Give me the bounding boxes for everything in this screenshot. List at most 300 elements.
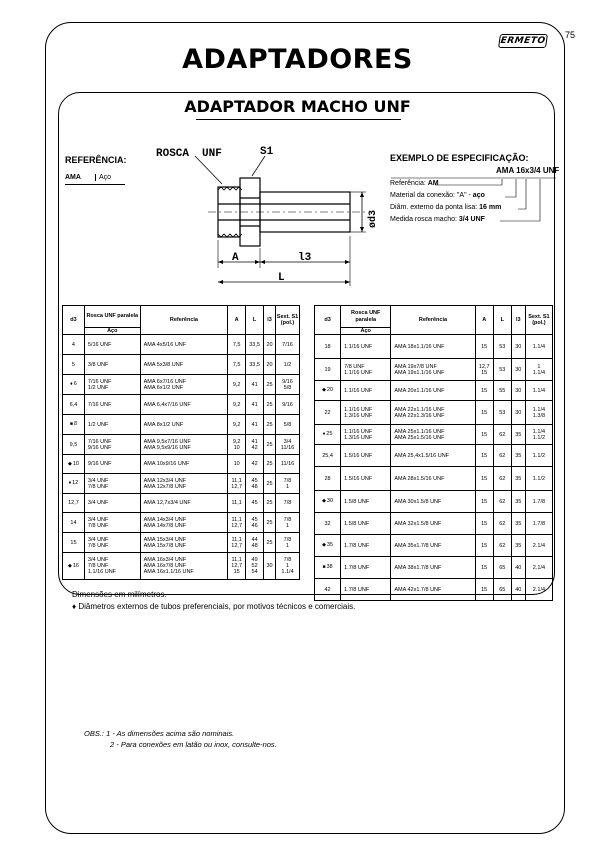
rosca-value: 1.7/8 UNF <box>344 586 370 593</box>
reference-box <box>65 174 111 181</box>
table-row <box>315 381 553 401</box>
rosca-value: 1/2 UNF <box>87 421 109 428</box>
cell-s1 <box>525 513 552 535</box>
cell-l <box>493 579 511 601</box>
cell-s1 <box>525 557 552 579</box>
s1-value: 1/2 <box>283 361 292 368</box>
cell-ref <box>140 494 228 513</box>
ref-value: AMA 10x9/16 UNF <box>143 461 190 468</box>
ref-value: AMA 9,5x9/16 UNF <box>143 444 191 451</box>
d3-value: 12 <box>72 480 79 487</box>
s1-value: 5/8 <box>283 384 292 391</box>
ermeto-logo: ERMETO <box>499 36 547 46</box>
s1-value: 1 <box>537 363 541 370</box>
cell-rosca <box>341 401 391 425</box>
d3-value: 22 <box>324 409 331 416</box>
rosca-value: 7/8 UNF <box>87 563 109 570</box>
col-aco: Aço <box>341 328 391 335</box>
example-line-material: Material da conexão: "A" - aço <box>390 192 485 199</box>
s1-value: 7/8 <box>283 556 292 563</box>
col-d3: d3 <box>315 306 341 335</box>
rosca-value: 1.5/16 UNF <box>344 475 373 482</box>
cell-ref <box>391 579 475 601</box>
page-number: 75 <box>565 30 576 40</box>
s1-label: S1 <box>260 146 274 158</box>
d3-value: 12,7 <box>68 500 79 507</box>
ref-value: AMA 16x3/4 UNF <box>143 556 187 563</box>
cell-l3: 25 <box>264 474 276 494</box>
d3-value: 18 <box>324 343 331 350</box>
reference-code: AMA <box>65 174 81 181</box>
cell-rosca <box>84 395 140 415</box>
rosca-value: 1.3/16 UNF <box>344 412 373 419</box>
table-row <box>315 579 553 601</box>
cell-s1 <box>525 467 552 491</box>
cell-ref <box>140 375 228 395</box>
cell-rosca <box>341 579 391 601</box>
a-value: 11,1 <box>231 516 242 523</box>
cell-a <box>475 425 493 445</box>
cell-rosca <box>341 359 391 381</box>
cell-ref <box>391 491 475 513</box>
cell-a <box>228 513 246 533</box>
ref-value: AMA 28x1.5/16 UNF <box>394 475 445 482</box>
reference-label: REFERÊNCIA: <box>65 155 127 165</box>
cell-s1 <box>276 455 300 474</box>
cell-a <box>475 557 493 579</box>
cell-ref <box>391 335 475 359</box>
d3-value: 20 <box>326 387 334 394</box>
cell-l3: 25 <box>264 395 276 415</box>
col-s1: Sext. S1 (pol.) <box>276 306 300 335</box>
d3-value: 25,4 <box>322 452 333 459</box>
cell-a <box>475 535 493 557</box>
ref-value: AMA 4x5/16 UNF <box>143 341 187 348</box>
l-value: 41 <box>251 401 258 408</box>
cell-l <box>493 467 511 491</box>
cell-s1 <box>525 445 552 467</box>
s1-value: 1 <box>285 542 290 549</box>
d3-value: 35 <box>326 542 334 549</box>
l-value: 41 <box>251 381 258 388</box>
rosca-value: 7/16 UNF <box>87 378 112 385</box>
table-row <box>63 533 300 553</box>
example-line-reference: Referência: AM <box>390 180 439 187</box>
cell-s1 <box>276 395 300 415</box>
preferred-marker-icon: ♦ <box>68 480 72 487</box>
a-value: 15 <box>481 498 488 505</box>
s1-value: 7/8 <box>283 536 292 543</box>
cell-s1 <box>276 415 300 435</box>
l3-label: l3 <box>298 252 312 264</box>
l-value: 45 <box>251 477 258 484</box>
s1-value: 9/16 <box>282 378 293 385</box>
cell-a <box>475 381 493 401</box>
cell-d3 <box>63 533 85 553</box>
cell-a <box>228 553 246 580</box>
col-aco: Aço <box>84 328 140 335</box>
a-value: 9,2 <box>232 401 241 408</box>
ref-value: AMA 16x7/8 UNF <box>143 563 187 570</box>
cell-l <box>493 335 511 359</box>
obs-1: OBS.: 1 - As dimensões acima são nominais. <box>84 729 235 738</box>
cell-a <box>475 445 493 467</box>
cell-ref <box>391 445 475 467</box>
cell-l <box>246 455 264 474</box>
l-value: 49 <box>251 556 258 563</box>
cell-rosca <box>84 494 140 513</box>
cell-d3 <box>315 557 341 579</box>
cell-l3: 40 <box>511 557 525 579</box>
l-value: 41 <box>251 438 258 445</box>
preferred-marker-icon: ■ <box>322 564 326 571</box>
a-value: 12,7 <box>478 363 490 370</box>
cell-d3 <box>63 494 85 513</box>
d3-value: 19 <box>324 366 331 373</box>
s1-value: 1.1/4 <box>532 428 546 435</box>
rosca-label: ROSCA <box>156 148 190 160</box>
rosca-value: 1.5/16 UNF <box>344 452 373 459</box>
table-row <box>63 375 300 395</box>
cell-a <box>475 335 493 359</box>
s1-value: 1 <box>285 522 290 529</box>
col-d3: d3 <box>63 306 85 335</box>
cell-ref <box>391 535 475 557</box>
cell-rosca <box>84 355 140 375</box>
cell-a <box>228 435 246 455</box>
col-a: A <box>228 306 246 335</box>
cell-s1 <box>276 533 300 553</box>
cell-ref <box>140 435 228 455</box>
cell-d3 <box>63 355 85 375</box>
cell-l3: 25 <box>264 533 276 553</box>
ref-value: AMA 18x1.1/16 UNF <box>394 343 445 350</box>
col-l3: l3 <box>511 306 525 335</box>
rosca-value: 7/16 UNF <box>87 401 112 408</box>
cell-d3 <box>315 401 341 425</box>
cell-rosca <box>341 557 391 579</box>
example-line-thread: Medida rosca macho: 3/4 UNF <box>390 216 485 223</box>
cell-ref <box>140 553 228 580</box>
d3-value: 4 <box>71 341 75 348</box>
cell-a <box>228 355 246 375</box>
cell-a <box>475 513 493 535</box>
a-value: 12,7 <box>231 483 243 490</box>
l-value: 55 <box>499 387 506 394</box>
cell-s1 <box>525 535 552 557</box>
a-value: 10 <box>233 461 240 468</box>
rosca-value: 3/4 UNF <box>87 477 109 484</box>
a-value: 12,7 <box>231 563 243 570</box>
l-value: 53 <box>499 409 506 416</box>
a-value: 15 <box>481 520 488 527</box>
cell-a <box>228 474 246 494</box>
cell-l <box>493 513 511 535</box>
a-value: 10 <box>233 444 240 451</box>
l-value: 62 <box>499 452 506 459</box>
rosca-value: 9/16 UNF <box>87 444 112 451</box>
l-value: 45 <box>251 516 258 523</box>
s1-value: 1 <box>285 483 290 490</box>
l-value: 65 <box>499 564 506 571</box>
d3-value: 25 <box>326 431 333 438</box>
a-value: 12,7 <box>231 542 243 549</box>
col-s1: Sext. S1 (pol.) <box>525 306 552 335</box>
table-row <box>315 425 553 445</box>
l-value: 62 <box>499 498 506 505</box>
cell-d3 <box>315 381 341 401</box>
cell-ref <box>140 513 228 533</box>
table-row <box>63 435 300 455</box>
cell-l <box>246 435 264 455</box>
cell-l3: 30 <box>511 401 525 425</box>
cell-l3: 40 <box>511 579 525 601</box>
ref-value: AMA 19x1.1/16 UNF <box>394 369 445 376</box>
ref-value: AMA 20x1.1/16 UNF <box>394 387 445 394</box>
preferred-marker-icon: ◆ <box>322 498 326 505</box>
table-row <box>315 491 553 513</box>
cell-l3: 30 <box>511 335 525 359</box>
a-value: 12,7 <box>231 522 243 529</box>
ref-value: AMA 42x1.7/8 UNF <box>394 586 442 593</box>
table-row <box>63 513 300 533</box>
d3-value: 6,4 <box>69 401 78 408</box>
ref-value: AMA 12x3/4 UNF <box>143 477 187 484</box>
cell-l3: 25 <box>264 455 276 474</box>
s1-value: 11/16 <box>280 444 295 451</box>
cell-a <box>475 401 493 425</box>
ref-value: AMA 30x1.5/8 UNF <box>394 498 442 505</box>
cell-rosca <box>84 375 140 395</box>
l-value: 44 <box>251 536 258 543</box>
l-value: 48 <box>251 483 258 490</box>
cell-s1 <box>276 474 300 494</box>
cell-s1 <box>525 381 552 401</box>
rosca-value: 7/8 UNF <box>87 522 109 529</box>
l-value: 53 <box>499 343 506 350</box>
d3-value: 14 <box>70 519 77 526</box>
cell-rosca <box>84 474 140 494</box>
table-row <box>315 445 553 467</box>
ref-value: AMA 25x1.5/16 UNF <box>394 434 445 441</box>
cell-s1 <box>525 425 552 445</box>
preferred-marker-icon: ♦ <box>322 431 326 438</box>
cell-ref <box>391 513 475 535</box>
rosca-value: 1.7/8 UNF <box>344 542 370 549</box>
d3-value: 28 <box>324 475 331 482</box>
cell-s1 <box>525 359 552 381</box>
d3-value: 30 <box>326 498 334 505</box>
ref-value: AMA 22x1.3/16 UNF <box>394 412 445 419</box>
cell-l3: 25 <box>264 375 276 395</box>
a-value: 15 <box>481 369 488 376</box>
section-title: ADAPTADOR MACHO UNF <box>184 97 411 116</box>
rosca-value: 1.1/16 UNF <box>344 428 373 435</box>
s1-value: 1.1/2 <box>532 434 546 441</box>
cell-l3: 35 <box>511 535 525 557</box>
cell-ref <box>391 359 475 381</box>
cell-l3: 20 <box>264 355 276 375</box>
d3-value: 9,5 <box>69 441 78 448</box>
table-row <box>63 553 300 580</box>
l-value: 45 <box>251 500 258 507</box>
l-label: L <box>278 272 285 284</box>
table-row <box>63 415 300 435</box>
ref-value: AMA 14x3/4 UNF <box>143 516 187 523</box>
rosca-value: 3/8 UNF <box>87 361 109 368</box>
cell-a <box>228 533 246 553</box>
cell-d3 <box>63 415 85 435</box>
preferred-marker-icon: ■ <box>69 421 73 428</box>
rosca-value: 1.3/16 UNF <box>344 434 373 441</box>
cell-d3 <box>315 513 341 535</box>
table-row <box>315 535 553 557</box>
d3-value: 6 <box>73 381 77 388</box>
cell-l <box>246 494 264 513</box>
cell-a <box>475 491 493 513</box>
cell-s1 <box>276 375 300 395</box>
preferred-symbol-icon: ♦ <box>72 602 77 611</box>
ref-value: AMA 6,4x7/16 UNF <box>143 401 191 408</box>
rosca-value: 1.5/8 UNF <box>344 498 370 505</box>
s1-value: 5/8 <box>283 421 292 428</box>
d3-value: 38 <box>326 564 333 571</box>
cell-d3 <box>63 474 85 494</box>
a-value: 11,1 <box>231 556 242 563</box>
rosca-value: 7/8 UNF <box>87 483 109 490</box>
cell-l <box>493 445 511 467</box>
rosca-value: 1.1/16 UNF <box>344 387 373 394</box>
cell-s1 <box>276 435 300 455</box>
cell-s1 <box>276 513 300 533</box>
cell-l3: 25 <box>264 415 276 435</box>
cell-l <box>246 395 264 415</box>
a-value: 9,2 <box>232 421 241 428</box>
preferred-marker-icon: ♦ <box>70 381 73 388</box>
table-row <box>63 355 300 375</box>
s1-value: 9/16 <box>282 401 293 408</box>
table-row <box>63 455 300 474</box>
cell-s1 <box>276 553 300 580</box>
col-l: L <box>493 306 511 335</box>
s1-value: 1.1/4 <box>281 569 294 576</box>
cell-s1 <box>276 355 300 375</box>
ref-value: AMA 15x7/8 UNF <box>143 542 187 549</box>
l-value: 62 <box>499 542 506 549</box>
cell-s1 <box>276 335 300 355</box>
preferred-marker-icon: ◆ <box>67 562 72 569</box>
cell-rosca <box>341 335 391 359</box>
cell-s1 <box>276 494 300 513</box>
s1-value: 1.1/4 <box>532 387 546 394</box>
cell-rosca <box>84 335 140 355</box>
cell-d3 <box>63 513 85 533</box>
adapter-drawing <box>150 140 380 290</box>
ref-value: AMA 9,5x7/16 UNF <box>143 438 191 445</box>
table-row <box>315 513 553 535</box>
cell-l <box>246 335 264 355</box>
l-value: 33,5 <box>249 341 260 348</box>
cell-a <box>228 395 246 415</box>
d3-value: 8 <box>73 421 77 428</box>
a-value: 15 <box>481 564 488 571</box>
cell-l3: 35 <box>511 445 525 467</box>
cell-a <box>228 335 246 355</box>
cell-d3 <box>315 445 341 467</box>
s1-value: 1.1/4 <box>532 369 546 376</box>
table-row <box>315 401 553 425</box>
col-rosca: Rosca UNF paralela <box>84 306 140 328</box>
ref-value: AMA 25,4x1.5/16 UNF <box>394 452 450 459</box>
a-value: 15 <box>481 343 488 350</box>
a-value: 15 <box>481 542 488 549</box>
ref-value: AMA 25x1.1/16 UNF <box>394 428 445 435</box>
example-label: EXEMPLO DE ESPECIFICAÇÃO: <box>390 153 529 163</box>
cell-ref <box>140 415 228 435</box>
table-row <box>315 359 553 381</box>
l-value: 62 <box>499 431 506 438</box>
cell-rosca <box>341 381 391 401</box>
cell-a <box>228 494 246 513</box>
rosca-value: 3/4 UNF <box>87 536 109 543</box>
s1-value: 1.1/4 <box>532 406 546 413</box>
rosca-value: 1.1/16 UNF <box>87 569 117 576</box>
a-value: 7,5 <box>232 361 241 368</box>
rosca-value: 3/4 UNF <box>87 556 109 563</box>
col-referencia: Referência <box>391 306 475 335</box>
cell-ref <box>391 401 475 425</box>
ref-value: AMA 12,7x3/4 UNF <box>143 500 191 507</box>
rosca-value: 7/8 UNF <box>344 363 365 370</box>
preferred-marker-icon: ◆ <box>67 460 72 467</box>
ref-value: AMA 38x1.7/8 UNF <box>394 564 442 571</box>
cell-rosca <box>84 455 140 474</box>
rosca-value: 3/4 UNF <box>87 500 109 507</box>
cell-l <box>246 355 264 375</box>
unf-label: UNF <box>202 148 222 160</box>
note-preferred: ♦ Diâmetros externos de tubos preferenciais, por motivos técnicos e comerciais. <box>72 602 356 611</box>
reference-underline <box>65 184 125 185</box>
d3-value: 5 <box>71 361 75 368</box>
spec-table-right <box>314 305 553 601</box>
ref-value: AMA 8x1/2 UNF <box>143 421 184 428</box>
l-value: 46 <box>251 522 258 529</box>
s1-value: 1.1/2 <box>532 475 546 482</box>
cell-l3: 35 <box>511 425 525 445</box>
cell-d3 <box>63 455 85 474</box>
cell-l <box>493 359 511 381</box>
cell-l <box>246 533 264 553</box>
cell-d3 <box>315 535 341 557</box>
cell-d3 <box>63 375 85 395</box>
cell-d3 <box>315 491 341 513</box>
cell-l <box>493 535 511 557</box>
cell-l <box>246 375 264 395</box>
cell-rosca <box>341 445 391 467</box>
l-value: 62 <box>499 520 506 527</box>
cell-l <box>246 415 264 435</box>
cell-a <box>475 467 493 491</box>
col-l3: l3 <box>264 306 276 335</box>
ref-value: AMA 19x7/8 UNF <box>394 363 437 370</box>
a-value: 15 <box>233 569 240 576</box>
table-row <box>63 335 300 355</box>
cell-d3 <box>315 359 341 381</box>
cell-d3 <box>315 335 341 359</box>
cell-d3 <box>315 425 341 445</box>
a-value: 7,5 <box>232 341 241 348</box>
cell-rosca <box>84 533 140 553</box>
